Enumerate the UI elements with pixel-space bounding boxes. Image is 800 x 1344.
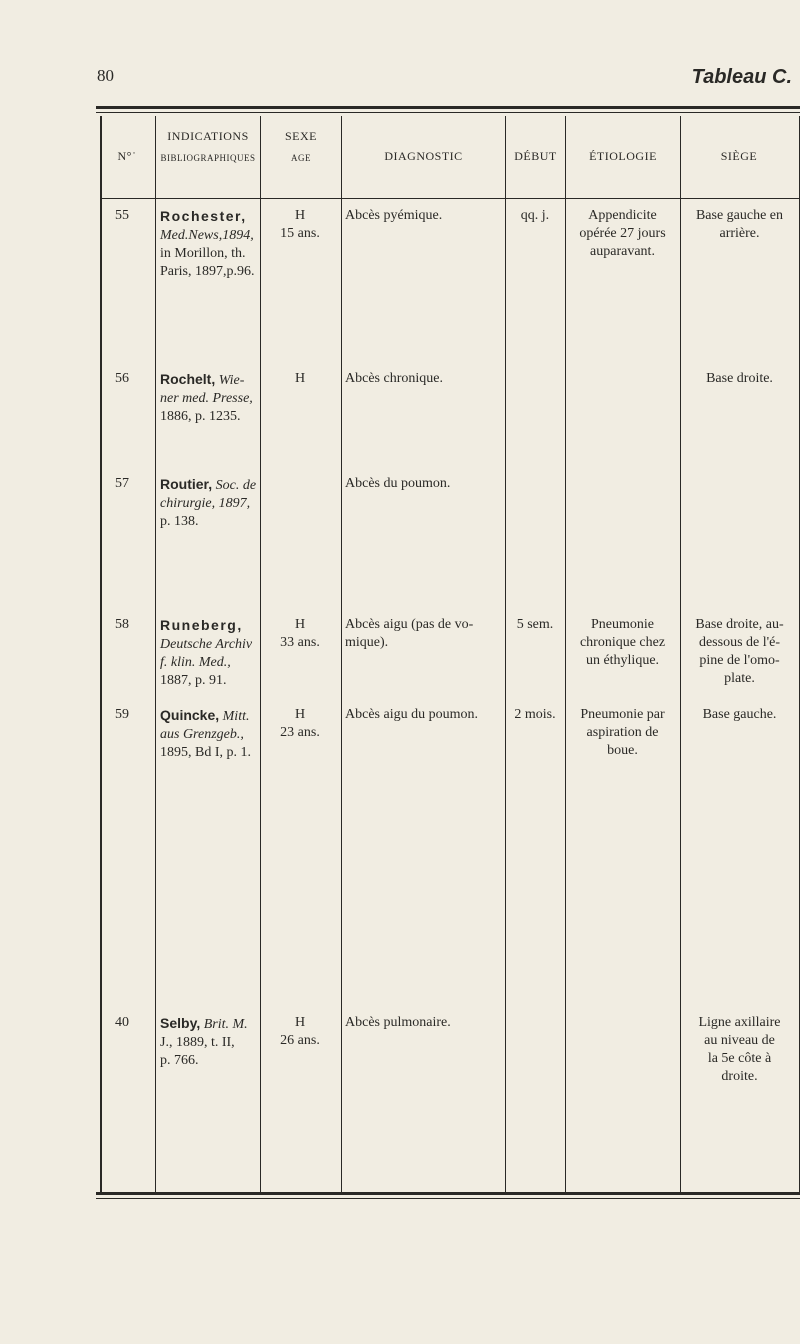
column-divider [341, 116, 342, 1192]
row-age: 33 ans. [280, 635, 320, 650]
siege-line: Base droite. [706, 371, 773, 386]
row-diagnostic: Abcès pulmonaire. [345, 1015, 451, 1030]
row-siege [682, 706, 797, 724]
column-divider [505, 116, 506, 1192]
ref-line: 1886, p. 1235. [160, 409, 241, 424]
ref-line: p. 138. [160, 514, 199, 529]
row-num: 57 [115, 476, 129, 491]
ref-line: p. 766. [160, 1053, 199, 1068]
ref-author: Rochelt, [160, 371, 216, 387]
header-etiologie: ÉTIOLOGIE [589, 149, 657, 163]
ref-author: Runeberg, [160, 617, 243, 633]
row-diagnostic: Abcès pyémique. [345, 208, 443, 223]
ref-journal: Med.News,1894, [160, 228, 254, 243]
header-sexe-age [262, 128, 340, 166]
header-debut: DÉBUT [514, 149, 557, 163]
row-num: 40 [115, 1015, 129, 1030]
row-debut: 2 mois. [514, 707, 556, 722]
siege-line: pine de l'omo- [699, 653, 780, 668]
siege-line: Base droite, au- [695, 617, 784, 632]
diag-line: Abcès aigu (pas de vo- [345, 617, 474, 632]
row-sex-age [260, 207, 340, 243]
header-indications-title: INDICATIONS [167, 129, 249, 143]
row-etiologie [565, 706, 680, 760]
row-siege [682, 207, 797, 243]
header-age: AGE [291, 153, 311, 163]
header-indications [157, 128, 259, 166]
ref-line: 1887, p. 91. [160, 673, 227, 688]
row-sex-age [260, 706, 340, 742]
table-rule-top [96, 106, 800, 109]
row-diagnostic: Abcès aigu du poumon. [345, 707, 478, 722]
row-num: 58 [115, 617, 129, 632]
siege-line: dessous de l'é- [698, 635, 781, 650]
ref-journal: Deutsche Archiv [160, 637, 253, 652]
row-siege [682, 370, 797, 388]
ref-journal: ner med. Presse, [160, 391, 253, 406]
page-number: 80 [97, 66, 114, 85]
row-diagnostic [345, 616, 505, 652]
row-sex-age [260, 616, 340, 652]
row-sex: H [294, 1015, 306, 1030]
ref-journal: chirurgie, 1897, [160, 496, 251, 511]
header-sexe: SEXE [285, 129, 317, 143]
header-diagnostic: DIAGNOSTIC [384, 149, 463, 163]
etio-line: Appendicite [588, 208, 657, 223]
etio-line: boue. [607, 743, 638, 758]
siege-line: au niveau de [704, 1033, 775, 1048]
row-sex: H [294, 208, 306, 223]
ref-line: Paris, 1897,p.96. [160, 264, 255, 279]
row-debut: qq. j. [520, 208, 550, 223]
row-reference [160, 475, 300, 531]
row-diagnostic: Abcès du poumon. [345, 476, 451, 491]
ref-journal: Soc. de [215, 478, 257, 493]
ref-journal: f. klin. Med., [160, 655, 231, 670]
ref-journal: Brit. M. [203, 1017, 248, 1032]
siege-line: arrière. [719, 226, 760, 241]
row-num: 56 [115, 371, 129, 386]
ref-line: 1895, Bd I, p. 1. [160, 745, 251, 760]
header-num: N°˙ [117, 149, 137, 163]
ref-author: Routier, [160, 476, 213, 492]
etio-line: un éthylique. [585, 653, 660, 668]
row-num: 55 [115, 208, 129, 223]
siege-line: la 5e côte à [707, 1051, 772, 1066]
row-diagnostic: Abcès chronique. [345, 371, 443, 386]
column-divider [680, 116, 681, 1192]
etio-line: opérée 27 jours [579, 226, 666, 241]
table-rule-top-thin [96, 112, 800, 113]
ref-journal: Mitt. [222, 709, 250, 724]
siege-line: Base gauche en [695, 208, 784, 223]
header-siege: SIÈGE [720, 149, 758, 163]
etio-line: Pneumonie [591, 617, 654, 632]
etio-line: Pneumonie par [580, 707, 665, 722]
header-indications-sub: BIBLIOGRAPHIQUES [160, 153, 256, 163]
row-age: 15 ans. [280, 226, 320, 241]
etio-line: auparavant. [590, 244, 655, 259]
row-sex-age [260, 1014, 340, 1050]
ref-journal: Wie- [218, 373, 245, 388]
row-sex: H [294, 371, 306, 386]
row-num: 59 [115, 707, 129, 722]
row-age: 23 ans. [280, 725, 320, 740]
row-debut: 5 sem. [516, 617, 554, 632]
etio-line: aspiration de [586, 725, 659, 740]
siege-line: Ligne axillaire [698, 1015, 781, 1030]
row-sex: H [294, 617, 306, 632]
ref-line: in Morillon, th. [160, 246, 246, 261]
diag-line: mique). [345, 635, 389, 650]
column-divider [155, 116, 156, 1192]
row-etiologie [565, 616, 680, 670]
row-etiologie [565, 207, 680, 261]
etio-line: chronique chez [579, 635, 666, 650]
siege-line: Base gauche. [702, 707, 777, 722]
ref-journal: J., 1889, t. II, [160, 1035, 235, 1050]
siege-line: plate. [724, 671, 755, 686]
ref-author: Quincke, [160, 707, 220, 723]
row-siege [682, 616, 797, 688]
ref-journal: aus Grenzgeb., [160, 727, 244, 742]
row-sex: H [294, 707, 306, 722]
table-rule-bottom [96, 1192, 800, 1195]
row-age: 26 ans. [280, 1033, 320, 1048]
ref-author: Rochester, [160, 208, 247, 224]
ref-author: Selby, [160, 1015, 201, 1031]
table-header-divider [100, 198, 799, 199]
row-siege [682, 1014, 797, 1086]
page-heading: Tableau C. [691, 66, 792, 88]
row-sex-age [260, 370, 340, 388]
siege-line: droite. [721, 1069, 758, 1084]
table-rule-bottom-thin [96, 1198, 800, 1199]
